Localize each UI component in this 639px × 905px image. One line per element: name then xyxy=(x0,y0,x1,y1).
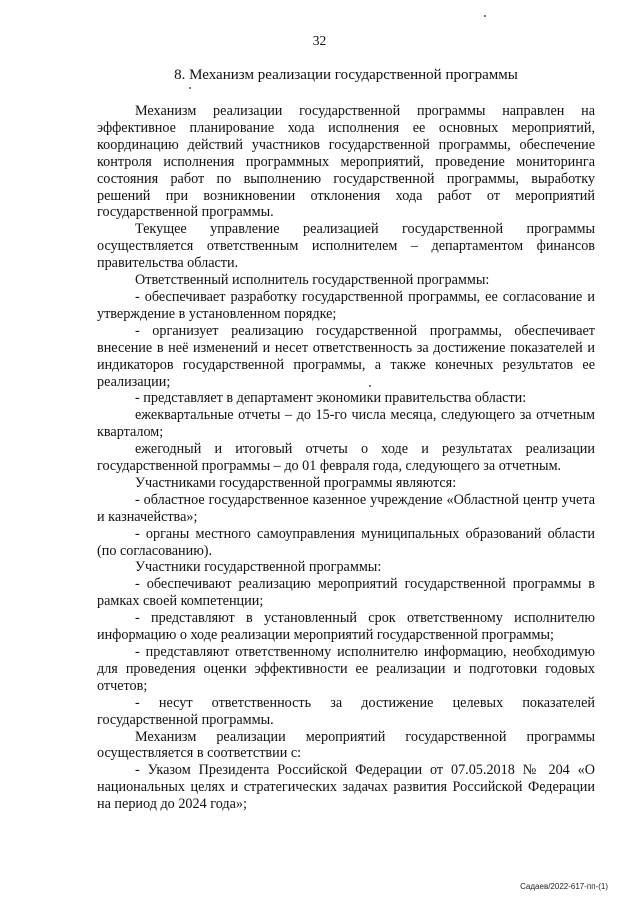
list-item: - несут ответственность за достижение целевых показателей государственной программы. xyxy=(97,694,595,728)
list-item: - представляет в департамент экономики правительства области: xyxy=(135,390,527,407)
document-registration-code: Садаев/2022-617-пп-(1) xyxy=(520,882,608,891)
list-item: - обеспечивает разработку государственной программы, ее согласование и утверждение в установленном порядке; xyxy=(97,288,595,322)
body-text xyxy=(97,103,595,813)
paragraph: Участники государственной программы: xyxy=(135,559,382,576)
scan-speck xyxy=(189,87,191,89)
list-item: - представляют в установленный срок ответственному исполнителю информацию о ходе реализации мероприятий государственной программы; xyxy=(97,610,595,644)
paragraph: ежеквартальные отчеты – до 15-го числа месяца, следующего за отчетным кварталом; xyxy=(97,407,595,441)
list-item: - обеспечивают реализацию мероприятий государственной программы в рамках своей компетенции; xyxy=(97,576,595,610)
paragraph: Механизм реализации мероприятий государственной программы осуществляется в соответствии с: xyxy=(97,728,595,762)
page-number: 32 xyxy=(312,33,327,48)
section-heading: 8. Механизм реализации государственной программы xyxy=(174,67,518,83)
list-item: - органы местного самоуправления муниципальных образований области (по согласованию). xyxy=(97,525,595,559)
list-item: - организует реализацию государственной программы, обеспечивает внесение в неё изменений и несет ответственность за достижение показателей и индикаторов государственной программы, а также конечных результатов ее реализации; xyxy=(97,322,595,390)
paragraph: Ответственный исполнитель государственной программы: xyxy=(135,272,490,289)
scan-speck xyxy=(484,15,486,17)
paragraph: Текущее управление реализацией государственной программы осуществляется ответственным исполнителем – департаментом финансов правительства области. xyxy=(97,221,595,272)
paragraph: Механизм реализации государственной программы направлен на эффективное планирование хода исполнения ее основных мероприятий, координацию действий участников государственной программы, обеспечение контроля исполнения программных мероприятий, проведение мониторинга состояния работ по выполнению государственной программы, выработку решений при возникновении отклонения хода работ от мероприятий государственной программы. xyxy=(97,103,595,221)
paragraph: ежегодный и итоговый отчеты о ходе и результатах реализации государственной программы – до 01 февраля года, следующего за отчетным. xyxy=(97,441,595,475)
scan-speck xyxy=(369,385,371,387)
list-item: - областное государственное казенное учреждение «Областной центр учета и казначейства»; xyxy=(97,491,595,525)
list-item: - представляют ответственному исполнителю информацию, необходимую для проведения оценки эффективности ее реализации и подготовки годовых отчетов; xyxy=(97,644,595,694)
list-item: - Указом Президента Российской Федерации от 07.05.2018 № 204 «О национальных целях и стратегических задачах развития Российской Федерации на период до 2024 года»; xyxy=(97,762,595,813)
paragraph: Участниками государственной программы являются: xyxy=(135,474,457,491)
